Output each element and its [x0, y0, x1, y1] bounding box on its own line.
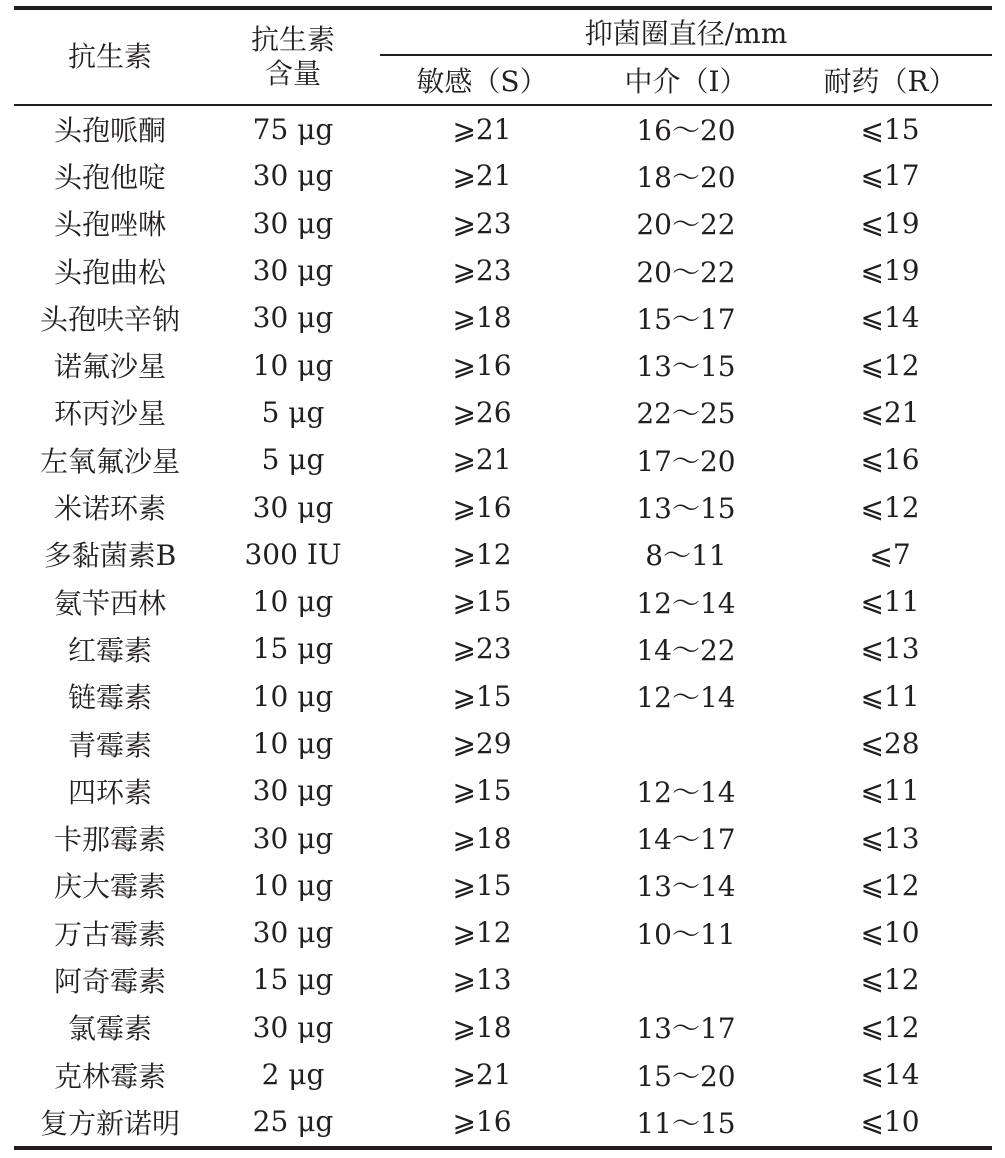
cell-antibiotic: 米诺环素: [53, 492, 166, 526]
table-row: [14, 862, 992, 909]
cell-dose: 30 μg: [252, 916, 334, 950]
cell-resistant: ⩽10: [860, 916, 920, 950]
cell-resistant: ⩽11: [860, 585, 920, 619]
cell-sensitive: ⩾13: [452, 963, 512, 997]
table-row: [14, 720, 992, 767]
cell-intermediate: 12～14: [636, 775, 736, 809]
cell-dose: 5 μg: [261, 395, 325, 429]
cell-dose: 10 μg: [252, 348, 334, 382]
cell-antibiotic: 四环素: [67, 775, 152, 809]
cell-intermediate: [584, 956, 788, 1003]
table-row: [14, 1098, 992, 1145]
cell-sensitive: ⩾26: [452, 395, 512, 429]
cell-antibiotic: 头孢哌酮: [53, 114, 166, 148]
cell-intermediate: 14～22: [636, 633, 736, 667]
cell-sensitive: ⩾18: [452, 301, 512, 335]
cell-antibiotic: 万古霉素: [53, 917, 166, 951]
header-resistant: 耐药（R）: [823, 65, 957, 98]
cell-intermediate: 15～20: [636, 1059, 736, 1093]
cell-dose: 5 μg: [261, 443, 325, 477]
cell-dose: 15 μg: [252, 963, 334, 997]
cell-resistant: ⩽16: [860, 443, 920, 477]
cell-resistant: ⩽12: [860, 868, 920, 902]
cell-intermediate: 15～17: [636, 302, 736, 336]
cell-sensitive: ⩾21: [452, 159, 512, 193]
cell-antibiotic: 链霉素: [67, 681, 152, 715]
cell-sensitive: ⩾18: [452, 1010, 512, 1044]
cell-resistant: ⩽17: [860, 159, 920, 193]
cell-sensitive: ⩾23: [452, 206, 512, 240]
table-row: [14, 578, 992, 625]
cell-dose: 10 μg: [252, 727, 334, 760]
cell-intermediate: 22～25: [636, 397, 736, 431]
table-row: [14, 389, 992, 436]
cell-antibiotic: 红霉素: [67, 633, 152, 667]
table-row: [14, 673, 992, 720]
cell-antibiotic: 卡那霉素: [53, 823, 166, 857]
cell-intermediate: 8～11: [645, 539, 727, 573]
header-sensitive: 敏感（S）: [416, 65, 548, 98]
header-zone-diameter: [380, 10, 992, 55]
cell-intermediate: 12～14: [636, 681, 736, 715]
cell-intermediate: 16～20: [636, 114, 736, 148]
cell-resistant: ⩽12: [860, 348, 920, 382]
cell-sensitive: ⩾21: [452, 443, 512, 477]
cell-sensitive: ⩾15: [452, 774, 512, 808]
cell-intermediate: 18～20: [636, 160, 736, 194]
cell-sensitive: ⩾15: [452, 585, 512, 619]
cell-dose: 15 μg: [252, 632, 334, 666]
cell-antibiotic: 庆大霉素: [53, 870, 166, 904]
cell-sensitive: ⩾16: [452, 348, 512, 382]
cell-dose: 75 μg: [252, 112, 334, 146]
cell-intermediate: 13～17: [636, 1012, 736, 1046]
cell-intermediate: 20～22: [636, 255, 736, 289]
header-dose-text: 抗生素含量: [250, 23, 335, 90]
table-row: [14, 436, 992, 483]
cell-intermediate: 17～20: [636, 444, 736, 478]
cell-antibiotic: 左氧氟沙星: [39, 444, 180, 478]
cell-sensitive: ⩾23: [452, 254, 512, 288]
cell-resistant: ⩽14: [860, 301, 920, 335]
cell-antibiotic: 环丙沙星: [53, 397, 166, 431]
cell-intermediate: 11～15: [636, 1106, 736, 1140]
cell-dose: 25 μg: [252, 1105, 334, 1139]
cell-dose: 30 μg: [252, 206, 334, 240]
cell-resistant: ⩽12: [860, 1010, 920, 1044]
cell-sensitive: ⩾29: [452, 727, 512, 760]
table-body: [14, 105, 992, 1146]
cell-antibiotic: 头孢唑啉: [53, 208, 166, 242]
cell-resistant: ⩽11: [860, 679, 920, 713]
cell-dose: 30 μg: [252, 821, 334, 855]
cell-intermediate: 10～11: [636, 917, 736, 951]
cell-intermediate: [584, 720, 788, 767]
cell-resistant: ⩽28: [860, 727, 920, 760]
table-row: [14, 1004, 992, 1051]
cell-intermediate: 12～14: [636, 586, 736, 620]
table-row: [14, 1051, 992, 1098]
bottom-rule: [14, 1146, 992, 1150]
table-row: [14, 341, 992, 388]
cell-resistant: ⩽13: [860, 632, 920, 666]
cell-antibiotic: 诺氟沙星: [53, 350, 166, 384]
cell-sensitive: ⩾15: [452, 868, 512, 902]
antibiotic-breakpoint-table-container: [14, 6, 992, 1150]
cell-resistant: ⩽13: [860, 821, 920, 855]
cell-dose: 10 μg: [252, 868, 334, 902]
table-row: [14, 294, 992, 341]
cell-antibiotic: 头孢他啶: [53, 160, 166, 194]
cell-antibiotic: 多黏菌素B: [43, 539, 177, 573]
cell-antibiotic: 头孢曲松: [53, 255, 166, 289]
table-row: [14, 909, 992, 956]
cell-resistant: ⩽19: [860, 254, 920, 288]
cell-antibiotic: 复方新诺明: [39, 1106, 180, 1140]
cell-resistant: ⩽12: [860, 490, 920, 524]
cell-sensitive: ⩾23: [452, 632, 512, 666]
cell-antibiotic: 克林霉素: [53, 1059, 166, 1093]
cell-resistant: ⩽11: [860, 774, 920, 808]
header-zone-diameter-text: 抑菌圈直径/mm: [584, 17, 788, 50]
header-dose: [206, 10, 380, 105]
cell-intermediate: 13～15: [636, 492, 736, 526]
cell-dose: 300 IU: [244, 537, 342, 571]
table-row: [14, 105, 992, 152]
cell-sensitive: ⩾16: [452, 1105, 512, 1139]
cell-resistant: ⩽19: [860, 206, 920, 240]
antibiotic-breakpoint-table: [14, 10, 992, 1146]
table-row: [14, 247, 992, 294]
table-row: [14, 152, 992, 199]
cell-resistant: ⩽7: [869, 537, 911, 571]
cell-sensitive: ⩾15: [452, 679, 512, 713]
cell-dose: 30 μg: [252, 1010, 334, 1044]
table-row: [14, 767, 992, 814]
cell-intermediate: 13～14: [636, 870, 736, 904]
cell-resistant: ⩽12: [860, 963, 920, 997]
table-row: [14, 200, 992, 247]
table-row: [14, 814, 992, 861]
table-row: [14, 531, 992, 578]
cell-antibiotic: 阿奇霉素: [53, 964, 166, 998]
cell-dose: 10 μg: [252, 585, 334, 619]
cell-dose: 30 μg: [252, 254, 334, 288]
header-intermediate: 中介（I）: [624, 65, 748, 98]
cell-antibiotic: 头孢呋辛钠: [39, 302, 180, 336]
cell-intermediate: 20～22: [636, 208, 736, 242]
cell-dose: 2 μg: [261, 1058, 325, 1092]
table-row: [14, 625, 992, 672]
cell-dose: 30 μg: [252, 490, 334, 524]
cell-dose: 30 μg: [252, 301, 334, 335]
cell-dose: 10 μg: [252, 679, 334, 713]
cell-sensitive: ⩾12: [452, 537, 512, 571]
table-row: [14, 956, 992, 1003]
cell-antibiotic: 青霉素: [67, 728, 152, 762]
cell-dose: 30 μg: [252, 774, 334, 808]
header-antibiotic: 抗生素: [67, 40, 152, 73]
cell-resistant: ⩽14: [860, 1058, 920, 1092]
cell-sensitive: ⩾21: [452, 112, 512, 146]
table-header: [14, 10, 992, 105]
cell-dose: 30 μg: [252, 159, 334, 193]
cell-sensitive: ⩾12: [452, 916, 512, 950]
cell-intermediate: 13～15: [636, 350, 736, 384]
cell-antibiotic: 氨苄西林: [53, 586, 166, 620]
cell-sensitive: ⩾16: [452, 490, 512, 524]
cell-antibiotic: 氯霉素: [67, 1012, 152, 1046]
cell-intermediate: 14～17: [636, 823, 736, 857]
cell-sensitive: ⩾18: [452, 821, 512, 855]
cell-resistant: ⩽15: [860, 112, 920, 146]
cell-resistant: ⩽10: [860, 1105, 920, 1139]
cell-resistant: ⩽21: [860, 395, 920, 429]
table-row: [14, 483, 992, 530]
cell-sensitive: ⩾21: [452, 1058, 512, 1092]
